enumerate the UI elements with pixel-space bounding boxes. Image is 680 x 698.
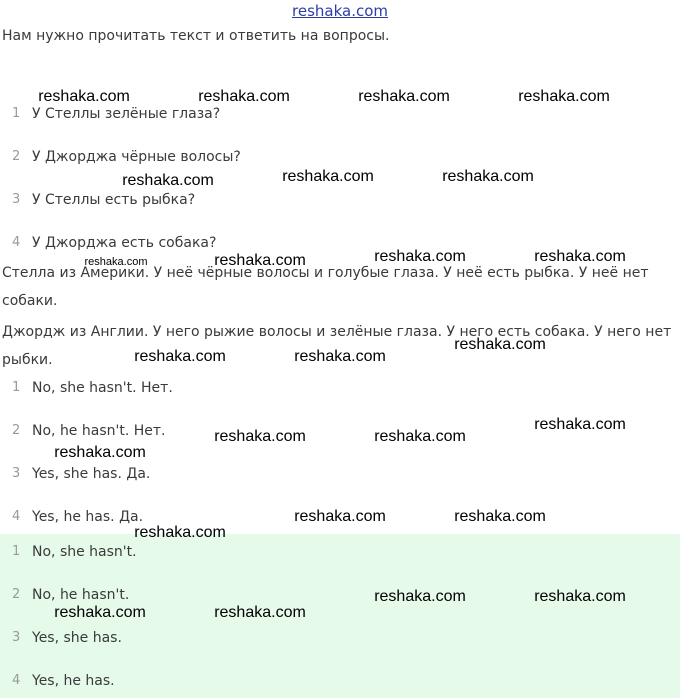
watermark: reshaka.com [214,252,306,269]
item-number: 3 [12,630,21,645]
answer-text: Yes, she has. Да. [32,466,151,482]
item-number: 4 [12,673,21,688]
answer-text: No, she hasn't. [32,544,137,560]
header-watermark-link[interactable]: reshaka.com [292,2,388,20]
watermark: reshaka.com [54,604,146,621]
watermark: reshaka.com [54,444,146,461]
watermark: reshaka.com [198,88,290,105]
watermark: reshaka.com [442,168,534,185]
item-number: 3 [12,192,21,207]
question-text: У Джорджа чёрные волосы? [32,149,241,165]
answer-text: No, he hasn't. [32,587,130,603]
answer-text: Yes, he has. Да. [32,509,144,525]
question-text: У Стеллы зелёные глаза? [32,106,221,122]
watermark: reshaka.com [358,88,450,105]
item-number: 4 [12,235,21,250]
watermark: reshaka.com [454,336,546,353]
watermark: reshaka.com [534,248,626,265]
answer-text: Yes, she has. [32,630,122,646]
watermark: reshaka.com [134,348,226,365]
watermark: reshaka.com [122,172,214,189]
watermark: reshaka.com [518,88,610,105]
story-paragraph-stella: Стелла из Америки. У неё чёрные волосы и голубые глаза. У неё есть рыбка. У неё нет собаки. [2,265,649,309]
answer-text: No, he hasn't. Нет. [32,423,166,439]
answer-text: Yes, he has. [32,673,115,689]
item-number: 2 [12,149,21,164]
item-number: 2 [12,423,21,438]
watermark: reshaka.com [214,428,306,445]
watermark: reshaka.com [294,348,386,365]
story-paragraph-george: Джордж из Англии. У него рыжие волосы и зелёные глаза. У него есть собака. У него нет рыбки. [2,324,672,368]
question-text: У Джорджа есть собака? [32,235,217,251]
watermark: reshaka.com [282,168,374,185]
item-number: 1 [12,106,21,121]
item-number: 3 [12,466,21,481]
watermark: reshaka.com [214,604,306,621]
watermark: reshaka.com [134,524,226,541]
watermark: reshaka.com [374,428,466,445]
watermark: reshaka.com [534,588,626,605]
watermark: reshaka.com [374,248,466,265]
question-text: У Стеллы есть рыбка? [32,192,196,208]
intro-text: Нам нужно прочитать текст и ответить на вопросы. [2,28,390,44]
item-number: 2 [12,587,21,602]
item-number: 1 [12,544,21,559]
watermark: reshaka.com [374,588,466,605]
answer-text: No, she hasn't. Нет. [32,380,173,396]
watermark-small: reshaka.com [84,256,148,268]
watermark: reshaka.com [454,508,546,525]
item-number: 4 [12,509,21,524]
watermark: reshaka.com [38,88,130,105]
watermark: reshaka.com [534,416,626,433]
item-number: 1 [12,380,21,395]
watermark: reshaka.com [294,508,386,525]
